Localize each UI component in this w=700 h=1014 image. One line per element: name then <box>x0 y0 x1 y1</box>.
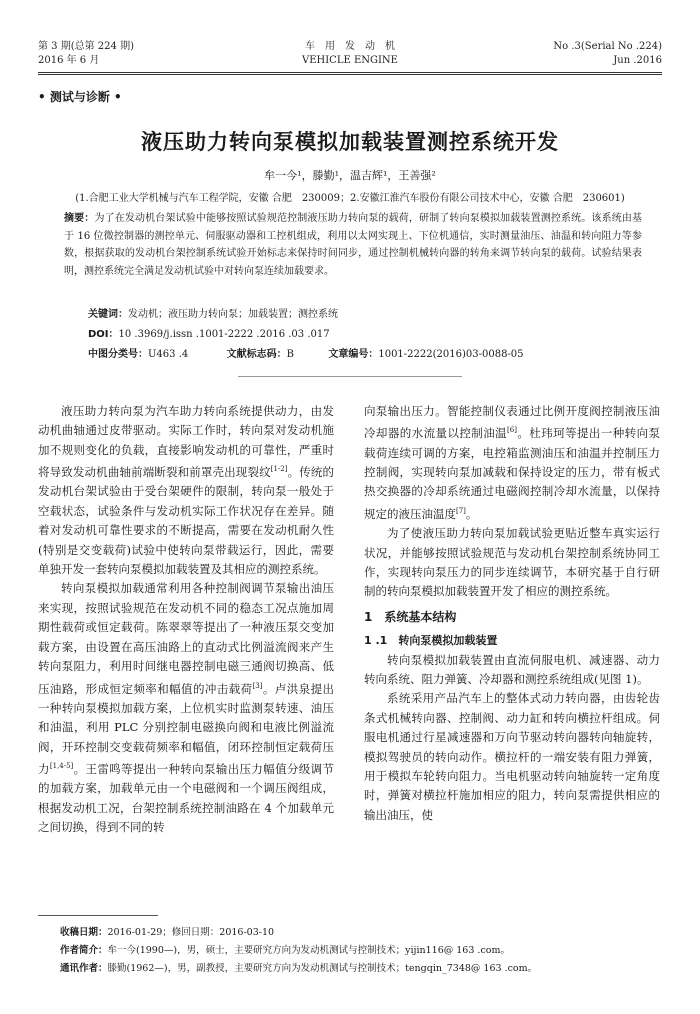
paragraph-text: 转向泵模拟加载通常利用各种控制阀调节泵输出油压来实现，按照试验规范在发动机不同的稳态工况点施加周期性载荷或恒定载荷。陈翠翠等提出了一种液压泵交变加载方案，由设置在高压油路上的直动式比例溢流阀来产生转向泵阻力，利用时间继电器控制电磁三通阀切换高、低压油路，形成恒定频率和幅值的冲击载荷 <box>38 581 334 696</box>
footnote-corresponding <box>60 960 660 978</box>
keywords-text: 发动机；液压助力转向泵；加载装置；测控系统 <box>128 309 338 320</box>
paragraph-text: 。杜玮珂等提出一种转向泵载荷连续可调的方案，电控箱监测油压和油温并控制压力控制阀，实现转向泵加减载和保持设定的压力，带有板式热交换器的冷却系统通过电磁阀控制冷却水流量，以保持规定的液压油温度 <box>364 426 661 521</box>
body-right-column <box>364 402 660 825</box>
header-issue-date: 2016 年 6 月 <box>38 55 100 66</box>
paragraph <box>364 402 660 524</box>
keywords <box>88 305 338 320</box>
author-text: 牟一今(1990—)，男，硕士，主要研究方向为发动机测试与控制技术；yijin116@ 163 .com。 <box>107 945 510 956</box>
classification <box>88 345 524 360</box>
header-rule <box>38 72 662 75</box>
paragraph-text: 为了使液压助力转向泵加载试验更贴近整车真实运行状况，并能够按照试验规范与发动机台架控制系统协同工作，实现转向泵压力的同步连续调节，本研究基于自行研制的转向泵模拟加载装置开发了相应的测控系统。 <box>364 526 660 599</box>
paragraph-text: 转向泵模拟加载装置由直流伺服电机、减速器、动力转向系统、阻力弹簧、冷却器和测控系统组成(见图 1)。 <box>364 652 660 686</box>
paper-title: 液压助力转向泵模拟加载装置测控系统开发 <box>141 130 559 154</box>
section-heading: 1 系统基本结构 <box>364 609 457 624</box>
section-tag: • 测试与诊断 • <box>38 90 122 104</box>
doc-code-label: 文献标志码： <box>226 349 287 360</box>
corresponding-label: 通讯作者： <box>60 963 108 974</box>
received-label: 收稿日期： <box>60 927 108 938</box>
body-left-column <box>38 402 334 837</box>
clc-value: U463 .4 <box>148 349 189 360</box>
abstract-label: 摘要： <box>64 213 95 224</box>
paragraph-text: 。王雷鸣等提出一种转向泵输出压力幅值分级调节的加载方案，加载单元由一个电磁阀和一个调压阀组成，根据发动机工况，台架控制系统控制油路在 4 个加载单元之间切换，得到不同的转 <box>38 761 335 835</box>
article-number-label: 文章编号： <box>328 349 379 360</box>
header-issue-number: 第 3 期(总第 224 期) <box>38 41 134 52</box>
subsection-heading: 1 .1 转向泵模拟加载装置 <box>364 634 498 648</box>
corresponding-text: 滕勤(1962—)，男，副教授，主要研究方向为发动机测试与控制技术；tengqin_7348@ 163 .com。 <box>107 963 538 974</box>
author-label: 作者简介： <box>60 945 108 956</box>
header-serial-number: No .3(Serial No .224) <box>553 41 662 52</box>
article-number-value: 1001-2222(2016)03-0088-05 <box>378 349 524 360</box>
header-serial-date: Jun .2016 <box>613 55 662 66</box>
footnote-received <box>60 924 660 942</box>
citation: [1-2] <box>270 465 288 474</box>
journal-name-en: VEHICLE ENGINE <box>301 55 398 66</box>
paragraph <box>38 402 334 579</box>
citation: [6] <box>507 426 517 435</box>
paragraph <box>364 689 660 825</box>
affiliation: (1.合肥工业大学机械与汽车工程学院，安徽 合肥 230009；2.安徽江淮汽车股份有限公司技术中心，安徽 合肥 230601) <box>75 193 625 204</box>
clc-label: 中图分类号： <box>88 349 148 360</box>
footnote-rule <box>38 915 158 916</box>
received-text: 2016-01-29；修回日期：2016-03-10 <box>107 927 275 938</box>
abstract <box>64 210 642 280</box>
footnote-author <box>60 942 660 960</box>
citation: [3] <box>252 681 263 690</box>
journal-name-cn: 车 用 发 动 机 <box>305 41 395 52</box>
paragraph-text: 。卢洪泉提出一种转向泵模拟加载方案，上位机实时监测泵转速、油压和油温，利用 PLC 分别控制电磁换向阀和电液比例溢流阀，开环控制交变载荷频率和幅值，闭环控制恒定载荷压力 <box>38 681 335 776</box>
paragraph <box>364 524 660 602</box>
paragraph <box>38 579 334 837</box>
paragraph-text: 系统采用产品汽车上的整体式动力转向器，由齿轮齿条式机械转向器、控制阀、动力缸和转向横拉杆组成。伺服电机通过行星减速器和万向节驱动转向器转向轴旋转，模拟驾驶员的转向动作。横拉杆的一端安装有阻力弹簧，用于模拟车轮转向阻力。当电机驱动转向轴旋转一定角度时，弹簧对横拉杆施加相应的阻力，转向泵需提供相应的输出油压，使 <box>364 691 660 822</box>
keywords-label: 关键词： <box>88 309 128 320</box>
paragraph-text: 向泵输出压力。智能控制仪表通过比例开度阀控制液压油冷却器的水流量以控制油温 <box>364 404 660 441</box>
doi-text[interactable]: 10 .3969/j.issn .1001-2222 .2016 .03 .017 <box>118 329 330 340</box>
abstract-text: 为了在发动机台架试验中能够按照试验规范控制液压助力转向泵的载荷，研制了转向泵模拟加载装置测控系统。该系统由基于 16 位微控制器的测控单元、伺服驱动器和工控机组成，利用以太网实现上、下位机通信，实时测量油压、油温和转向阻力等参数，根据获取的发动机台架控制系统试验开始标志来保持时间同步，通过控制机械转向器的转角来调节转向泵的载荷。试验结果表明，测控系统完全满足发动机试验中对转向泵连续加载要求。 <box>64 213 643 277</box>
citation: [7] <box>456 506 466 515</box>
abstract-separator <box>238 376 462 377</box>
paragraph-text: 液压助力转向泵为汽车助力转向系统提供动力，由发动机曲轴通过皮带驱动。实际工作时，转向泵对发动机施加不规则变化的负载，直接影响发动机的可靠性，严重时将导致发动机曲轴前端断裂和前罩壳出现裂纹 <box>38 404 334 480</box>
paragraph-text: 。 <box>465 506 478 521</box>
doc-code-value: B <box>286 349 294 360</box>
citation: [1,4-5] <box>49 761 74 770</box>
doi <box>88 325 330 340</box>
paragraph <box>364 651 660 690</box>
paragraph-text: 。传统的发动机台架试验由于受台架硬件的限制，转向泵一般处于空载状态，试验条件与发动机实际工作状况存在差异。随着对发动机可靠性要求的不断提高，需要在发动机耐久性(特别是交变载荷)试验中使转向泵带载运行，因此，需要单独开发一套转向泵模拟加载装置及其相应的测控系统。 <box>38 465 335 577</box>
doi-label: DOI： <box>88 329 119 340</box>
authors: 牟一今¹，滕勤¹，温吉辉¹，王善强² <box>264 169 436 182</box>
footnotes <box>60 924 660 978</box>
header-serial <box>553 40 662 68</box>
